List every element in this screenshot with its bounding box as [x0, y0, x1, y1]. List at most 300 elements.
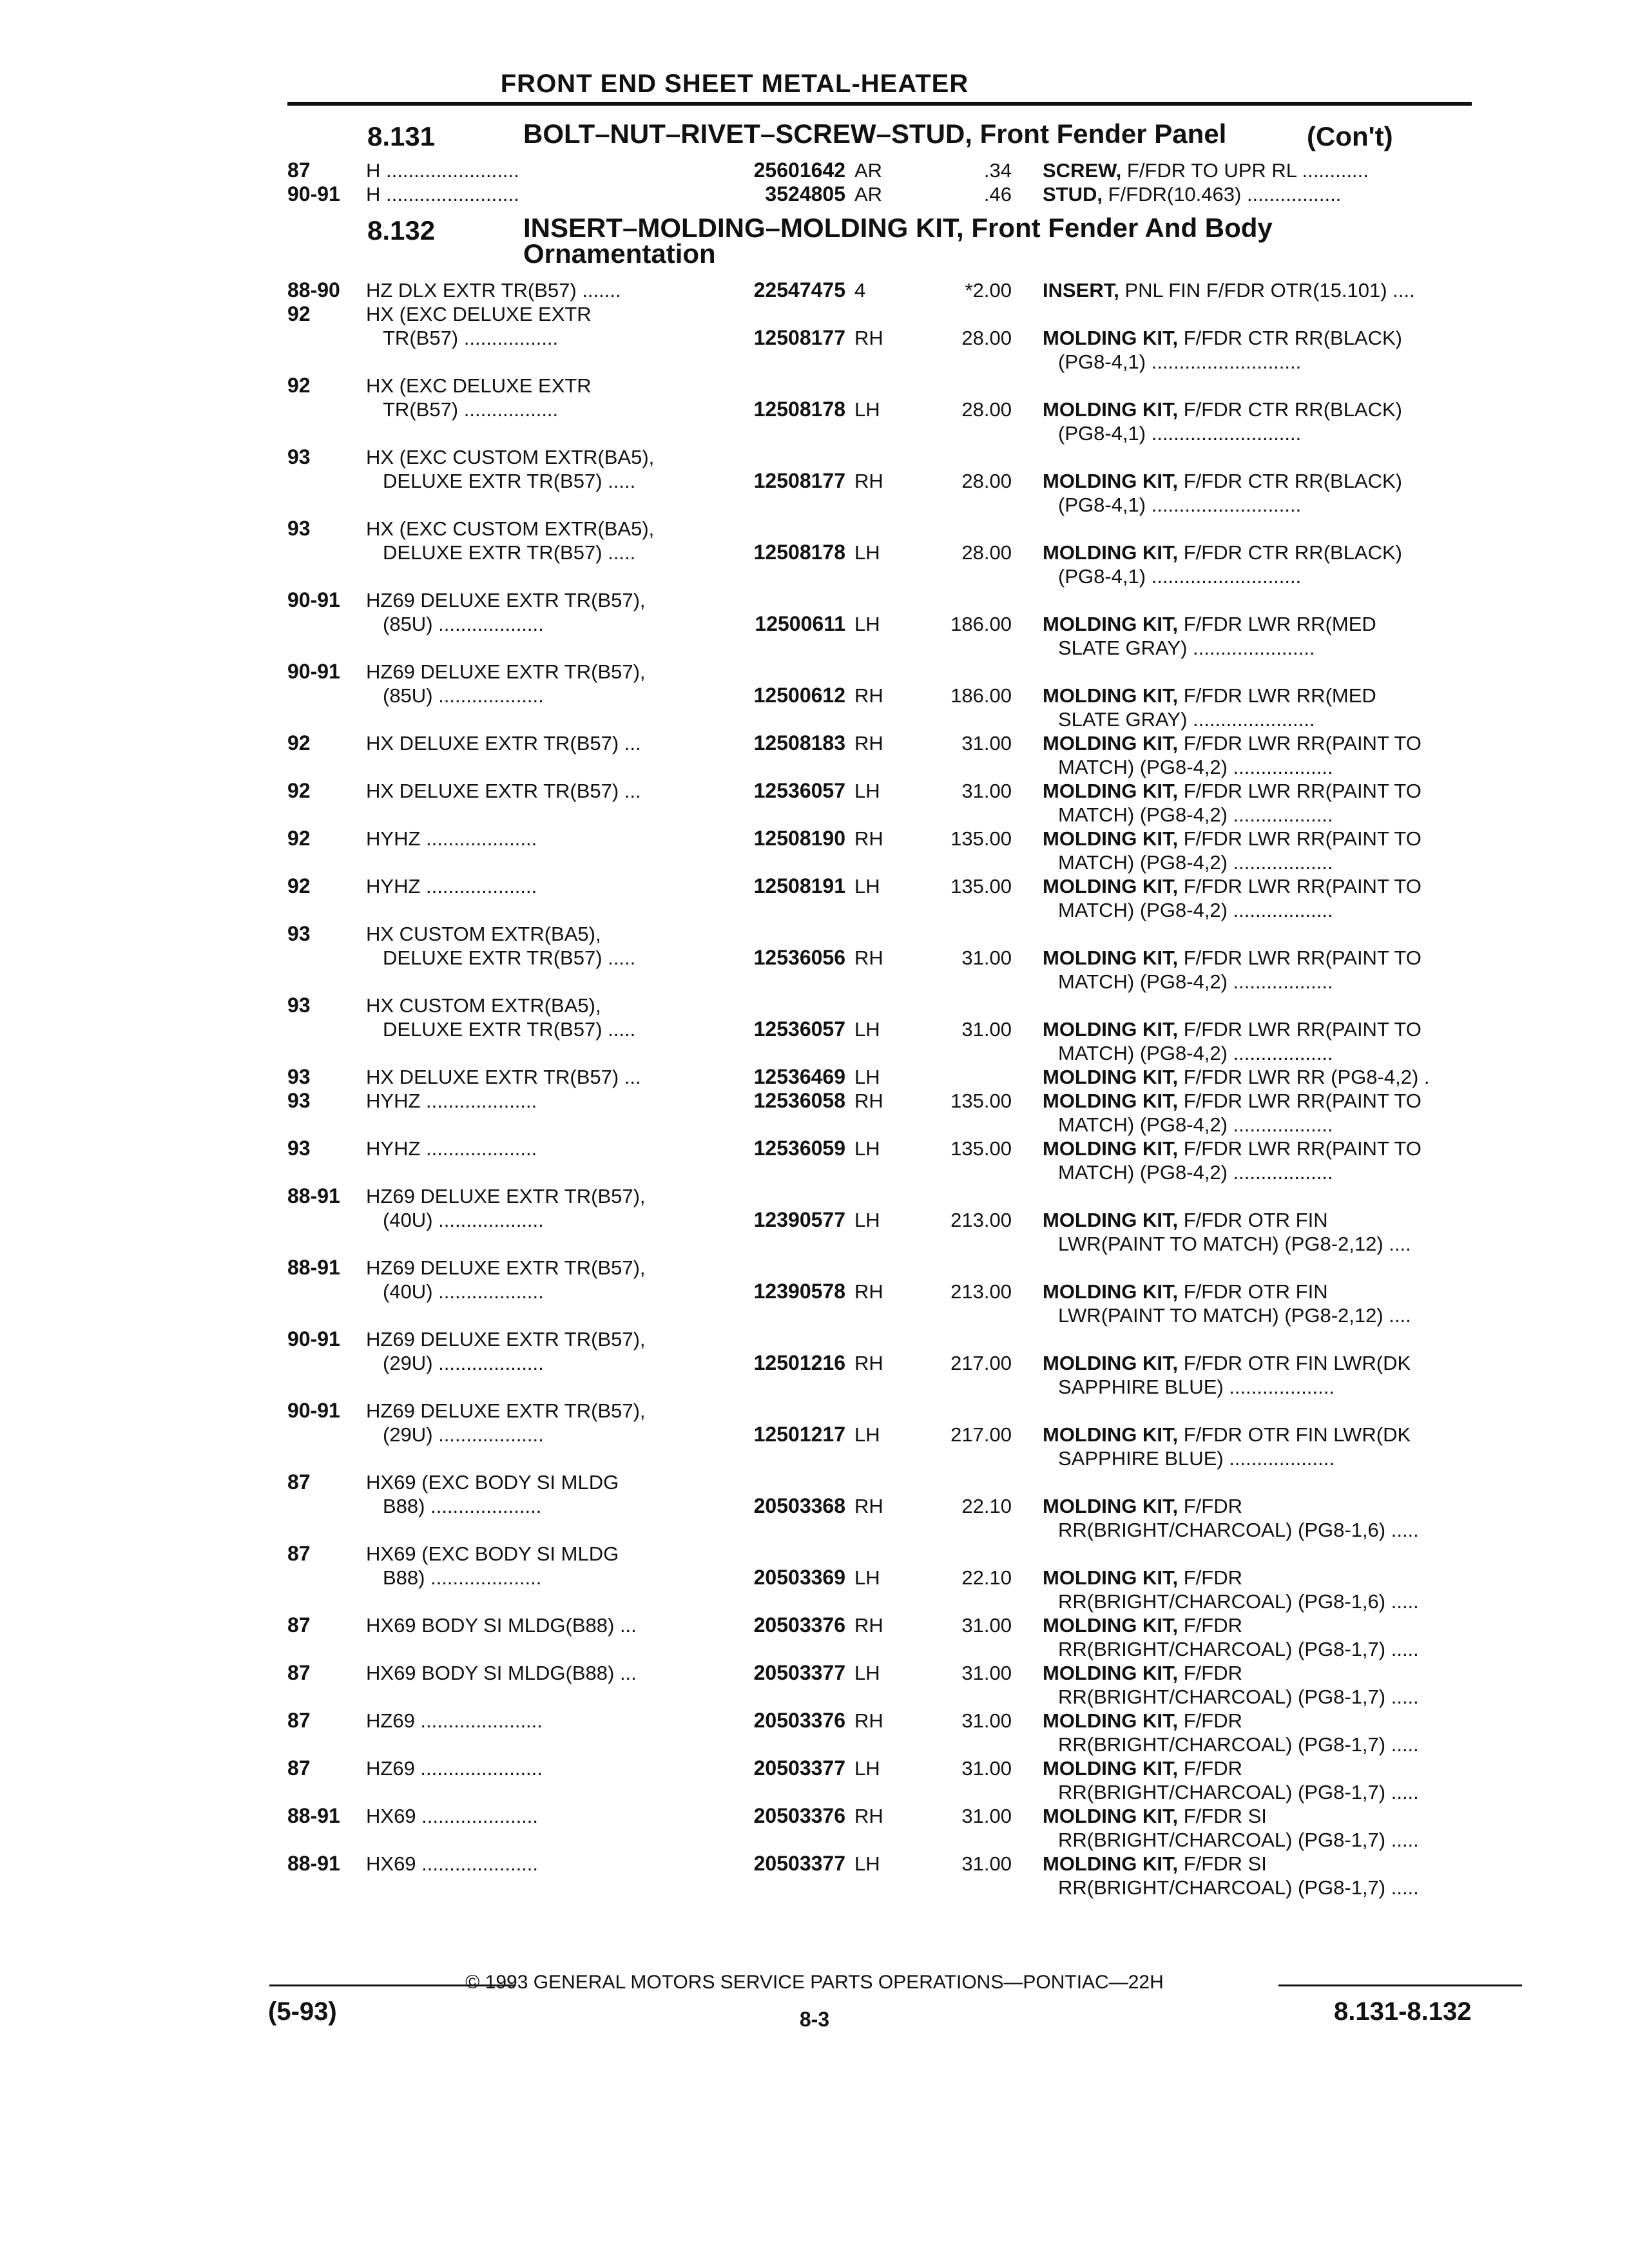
page-title: FRONT END SHEET METAL-HEATER [500, 70, 969, 98]
part-name [1043, 1613, 1507, 1661]
part-name [1043, 1494, 1507, 1542]
quantity: LH [854, 1137, 880, 1160]
usage-description [366, 1852, 714, 1876]
part-name [1043, 398, 1507, 445]
price: 186.00 [950, 613, 1012, 635]
model-year: 92 [287, 302, 311, 325]
usage-line-2: DELUXE EXTR TR(B57) ..... [383, 541, 636, 564]
part-name-line-2: MATCH) (PG8-4,2) .................. [1058, 1042, 1333, 1064]
part-name-line-2: RR(BRIGHT/CHARCOAL) (PG8-1,7) ..... [1058, 1686, 1419, 1708]
section-title-8-131: BOLT–NUT–RIVET–SCREW–STUD, Front Fender Panel [523, 119, 1227, 149]
part-name [1043, 1017, 1507, 1065]
part-name-line-2: SLATE GRAY) ...................... [1058, 708, 1315, 731]
usage-description [366, 159, 714, 182]
part-name-line-2: MATCH) (PG8-4,2) .................. [1058, 899, 1333, 921]
quantity: LH [854, 780, 880, 802]
usage-line-1: HX69 (EXC BODY SI MLDG [366, 1471, 619, 1494]
usage-line-2: DELUXE EXTR TR(B57) ..... [383, 947, 636, 969]
part-name-detail: F/FDR LWR RR(PAINT TO [1178, 1090, 1422, 1112]
part-name-detail: F/FDR [1178, 1614, 1242, 1637]
price: 31.00 [961, 1852, 1012, 1875]
model-year: 90-91 [287, 1399, 340, 1422]
part-number: 12508177 [753, 469, 845, 492]
model-year: 90-91 [287, 1327, 340, 1350]
part-name-keyword: MOLDING KIT, [1043, 947, 1179, 969]
part-name-detail: F/FDR CTR RR(BLACK) [1178, 470, 1402, 492]
usage-line-1: HX (EXC DELUXE EXTR [366, 303, 592, 325]
part-number: 12390577 [753, 1208, 845, 1231]
part-name-detail: F/FDR CTR RR(BLACK) [1178, 398, 1402, 421]
part-name-line-2: RR(BRIGHT/CHARCOAL) (PG8-1,7) ..... [1058, 1829, 1419, 1851]
part-name-line-1 [1043, 827, 1422, 850]
part-name [1043, 182, 1507, 206]
usage-description [366, 1470, 714, 1518]
part-name-line-2: MATCH) (PG8-4,2) .................. [1058, 803, 1333, 826]
usage-line-1: HX69 BODY SI MLDG(B88) ... [366, 1614, 637, 1637]
header-rule [287, 102, 1472, 106]
part-name-keyword: MOLDING KIT, [1043, 327, 1179, 349]
part-name [1043, 1804, 1507, 1852]
usage-line-2: B88) .................... [383, 1566, 542, 1589]
price: *2.00 [965, 279, 1012, 302]
usage-line-2: (29U) ................... [383, 1423, 544, 1446]
part-name-line-2: LWR(PAINT TO MATCH) (PG8-2,12) .... [1058, 1304, 1411, 1327]
part-name-detail: F/FDR LWR RR(PAINT TO [1178, 827, 1422, 850]
price: 22.10 [961, 1495, 1012, 1517]
part-name-line-1 [1043, 947, 1422, 969]
quantity: RH [854, 1090, 883, 1112]
part-number: 12536056 [753, 946, 845, 969]
part-name-line-1 [1043, 780, 1422, 802]
price: 28.00 [961, 541, 1012, 564]
part-name-keyword: MOLDING KIT, [1043, 1566, 1179, 1589]
part-name-line-2: RR(BRIGHT/CHARCOAL) (PG8-1,7) ..... [1058, 1876, 1419, 1899]
quantity: LH [854, 1662, 880, 1684]
part-number: 12500612 [753, 684, 845, 707]
part-name [1043, 612, 1507, 660]
section-title-8-132 [523, 215, 1273, 267]
part-name-line-2: (PG8-4,1) ........................... [1058, 422, 1302, 445]
part-name-keyword: MOLDING KIT, [1043, 1662, 1179, 1684]
part-number: 22547475 [753, 278, 845, 302]
part-name-line-1 [1043, 1614, 1242, 1637]
section-title-line-2: Ornamentation [523, 238, 716, 269]
part-name [1043, 1756, 1507, 1804]
part-name-line-1 [1043, 1852, 1267, 1875]
part-name-detail: F/FDR LWR RR(MED [1178, 613, 1376, 635]
part-name-keyword: STUD, [1043, 183, 1103, 206]
part-number: 20503376 [753, 1804, 845, 1827]
part-number: 3524805 [765, 182, 845, 206]
usage-line-1: HYHZ .................... [366, 1090, 537, 1112]
part-name-line-1 [1043, 1495, 1242, 1517]
usage-description [366, 1089, 714, 1113]
quantity: LH [854, 541, 880, 564]
price: .34 [983, 159, 1012, 182]
usage-line-2: (85U) ................... [383, 684, 544, 707]
usage-line-1: HZ69 ...................... [366, 1709, 543, 1732]
model-year: 90-91 [287, 588, 340, 611]
usage-description [366, 302, 714, 350]
quantity: 4 [854, 279, 866, 302]
usage-line-1: HYHZ .................... [366, 1137, 537, 1160]
part-name-keyword: INSERT, [1043, 279, 1119, 302]
quantity: RH [854, 1495, 883, 1517]
part-number: 12508190 [753, 827, 845, 850]
usage-line-1: HZ69 DELUXE EXTR TR(B57), [366, 1399, 646, 1422]
part-name-keyword: MOLDING KIT, [1043, 732, 1179, 754]
part-name-detail: F/FDR LWR RR(PAINT TO [1178, 732, 1422, 754]
usage-line-2: (40U) ................... [383, 1280, 544, 1303]
price: 213.00 [950, 1209, 1012, 1231]
usage-description [366, 517, 714, 564]
usage-description [366, 827, 714, 850]
price: 31.00 [961, 1709, 1012, 1732]
usage-line-1: HZ69 DELUXE EXTR TR(B57), [366, 1256, 646, 1279]
price: 217.00 [950, 1423, 1012, 1446]
part-number: 20503377 [753, 1756, 845, 1780]
part-name [1043, 1852, 1507, 1899]
part-name-keyword: MOLDING KIT, [1043, 684, 1179, 707]
part-name-keyword: MOLDING KIT, [1043, 1352, 1179, 1374]
part-name-line-1 [1043, 470, 1402, 492]
part-name [1043, 731, 1507, 779]
usage-line-1: HYHZ .................... [366, 875, 537, 898]
model-year: 93 [287, 1089, 311, 1112]
quantity: RH [854, 1614, 883, 1637]
part-name [1043, 1423, 1507, 1470]
part-name-line-1 [1043, 1137, 1422, 1160]
quantity: RH [854, 327, 883, 349]
price: 31.00 [961, 1018, 1012, 1041]
part-name-detail: F/FDR LWR RR(PAINT TO [1178, 780, 1422, 802]
price: 31.00 [961, 1757, 1012, 1780]
usage-line-2: TR(B57) ................. [383, 398, 559, 421]
part-name [1043, 278, 1507, 302]
usage-line-1: HX CUSTOM EXTR(BA5), [366, 994, 601, 1017]
part-name-keyword: MOLDING KIT, [1043, 1709, 1179, 1732]
part-name-detail: F/FDR LWR RR(PAINT TO [1178, 875, 1422, 898]
usage-description [366, 922, 714, 970]
part-name-line-1 [1043, 1805, 1267, 1827]
usage-line-1: HZ69 DELUXE EXTR TR(B57), [366, 589, 646, 611]
part-name-detail: F/FDR(10.463) ................. [1103, 183, 1342, 206]
part-name-detail: F/FDR SI [1178, 1852, 1267, 1875]
part-name-keyword: MOLDING KIT, [1043, 1757, 1179, 1780]
part-name-keyword: MOLDING KIT, [1043, 1018, 1179, 1041]
price: 135.00 [950, 875, 1012, 898]
footer-section-range: 8.131-8.132 [1334, 1997, 1472, 2026]
part-name-keyword: MOLDING KIT, [1043, 1495, 1179, 1517]
price: 135.00 [950, 1137, 1012, 1160]
part-name-detail: F/FDR CTR RR(BLACK) [1178, 327, 1402, 349]
quantity: RH [854, 1805, 883, 1827]
part-number: 12500611 [755, 612, 845, 635]
quantity: LH [854, 1423, 880, 1446]
quantity: LH [854, 1066, 880, 1088]
quantity: RH [854, 1352, 883, 1374]
part-name-detail: F/FDR SI [1178, 1805, 1267, 1827]
model-year: 88-91 [287, 1256, 340, 1279]
part-name-keyword: MOLDING KIT, [1043, 1805, 1179, 1827]
usage-description [366, 278, 714, 302]
part-name [1043, 1280, 1507, 1327]
part-name-line-2: (PG8-4,1) ........................... [1058, 494, 1302, 516]
model-year: 92 [287, 731, 311, 754]
quantity: LH [854, 875, 880, 898]
model-year: 93 [287, 445, 311, 468]
part-name-line-2: (PG8-4,1) ........................... [1058, 351, 1302, 373]
quantity: RH [854, 1280, 883, 1303]
usage-line-2: (40U) ................... [383, 1209, 544, 1231]
usage-line-1: HX69 ..................... [366, 1852, 539, 1875]
part-name-keyword: MOLDING KIT, [1043, 613, 1179, 635]
usage-line-1: HZ69 DELUXE EXTR TR(B57), [366, 1185, 646, 1207]
part-name-line-2: RR(BRIGHT/CHARCOAL) (PG8-1,7) ..... [1058, 1638, 1419, 1660]
model-year: 87 [287, 1613, 311, 1637]
part-name-line-1 [1043, 613, 1376, 635]
model-year: 93 [287, 517, 311, 540]
usage-description [366, 1327, 714, 1375]
usage-line-1: HYHZ .................... [366, 827, 537, 850]
footer-page-number: 8-3 [799, 2008, 830, 2031]
part-name-line-1 [1043, 1709, 1242, 1732]
part-number: 12536059 [753, 1137, 845, 1160]
price: 31.00 [961, 780, 1012, 802]
usage-line-1: HZ DLX EXTR TR(B57) ....... [366, 279, 621, 302]
usage-line-1: HX DELUXE EXTR TR(B57) ... [366, 780, 641, 802]
part-name-line-1 [1043, 183, 1341, 206]
part-name-detail: F/FDR LWR RR(PAINT TO [1178, 1137, 1422, 1160]
part-name-line-2: LWR(PAINT TO MATCH) (PG8-2,12) .... [1058, 1233, 1411, 1255]
usage-line-2: DELUXE EXTR TR(B57) ..... [383, 1018, 636, 1041]
part-name [1043, 1137, 1507, 1184]
quantity: LH [854, 613, 880, 635]
part-name-line-1 [1043, 1209, 1328, 1231]
part-name-line-2: SAPPHIRE BLUE) ................... [1058, 1447, 1335, 1470]
usage-description [366, 1065, 714, 1089]
part-name [1043, 1709, 1507, 1756]
part-name-keyword: MOLDING KIT, [1043, 1614, 1179, 1637]
footer-copyright: © 1993 GENERAL MOTORS SERVICE PARTS OPERATIONS—PONTIAC—22H [465, 1972, 1164, 1993]
model-year: 88-91 [287, 1184, 340, 1207]
price: 31.00 [961, 1805, 1012, 1827]
usage-description [366, 1399, 714, 1446]
part-number: 12501216 [753, 1351, 845, 1374]
part-name-line-2: MATCH) (PG8-4,2) .................. [1058, 1113, 1333, 1136]
part-name [1043, 684, 1507, 731]
part-name-line-1 [1043, 159, 1369, 182]
price: 28.00 [961, 398, 1012, 421]
part-number: 20503376 [753, 1709, 845, 1732]
price: 31.00 [961, 1662, 1012, 1684]
part-name-keyword: MOLDING KIT, [1043, 1066, 1179, 1088]
usage-description [366, 1661, 714, 1685]
usage-line-2: (29U) ................... [383, 1352, 544, 1374]
part-name-detail: F/FDR LWR RR(MED [1178, 684, 1376, 707]
part-name-line-2: (PG8-4,1) ........................... [1058, 565, 1302, 588]
part-name-line-1 [1043, 398, 1402, 421]
part-name-line-1 [1043, 1018, 1422, 1041]
part-name-line-1 [1043, 327, 1402, 349]
part-name-keyword: MOLDING KIT, [1043, 1209, 1179, 1231]
part-number: 20503377 [753, 1852, 845, 1875]
part-name [1043, 326, 1507, 374]
price: 186.00 [950, 684, 1012, 707]
part-name-keyword: MOLDING KIT, [1043, 1423, 1179, 1446]
part-number: 12508178 [753, 398, 845, 421]
usage-description [366, 1613, 714, 1637]
part-name-line-1 [1043, 1423, 1411, 1446]
part-name-line-1 [1043, 279, 1415, 302]
part-name [1043, 1208, 1507, 1256]
part-name-detail: F/FDR [1178, 1566, 1242, 1589]
usage-description [366, 1256, 714, 1303]
usage-line-1: HX (EXC DELUXE EXTR [366, 374, 592, 397]
usage-line-2: DELUXE EXTR TR(B57) ..... [383, 470, 636, 492]
usage-line-2: B88) .................... [383, 1495, 542, 1517]
price: .46 [983, 183, 1012, 206]
usage-description [366, 1542, 714, 1590]
model-year: 92 [287, 874, 311, 898]
part-name-line-2: RR(BRIGHT/CHARCOAL) (PG8-1,7) ..... [1058, 1781, 1419, 1803]
part-name [1043, 469, 1507, 517]
usage-line-1: H ........................ [366, 159, 519, 182]
part-name-keyword: MOLDING KIT, [1043, 398, 1179, 421]
part-name-detail: F/FDR OTR FIN [1178, 1209, 1328, 1231]
usage-description [366, 588, 714, 636]
model-year: 88-91 [287, 1804, 340, 1827]
usage-line-1: HX69 ..................... [366, 1805, 539, 1827]
quantity: LH [854, 1566, 880, 1589]
quantity: RH [854, 470, 883, 492]
model-year: 87 [287, 1756, 311, 1780]
usage-description [366, 445, 714, 493]
part-name-detail: F/FDR OTR FIN LWR(DK [1178, 1423, 1411, 1446]
part-name-line-2: RR(BRIGHT/CHARCOAL) (PG8-1,7) ..... [1058, 1733, 1419, 1756]
usage-description [366, 874, 714, 898]
part-name-line-2: SAPPHIRE BLUE) ................... [1058, 1376, 1335, 1398]
part-name-detail: F/FDR [1178, 1495, 1242, 1517]
part-number: 12501217 [753, 1423, 845, 1446]
usage-description [366, 779, 714, 803]
model-year: 93 [287, 1137, 311, 1160]
quantity: RH [854, 827, 883, 850]
part-name-line-2: MATCH) (PG8-4,2) .................. [1058, 851, 1333, 874]
part-name-detail: PNL FIN F/FDR OTR(15.101) .... [1119, 279, 1415, 302]
part-name-detail: F/FDR [1178, 1757, 1242, 1780]
part-name [1043, 1065, 1507, 1089]
usage-line-1: HZ69 DELUXE EXTR TR(B57), [366, 660, 646, 683]
section-number-8-132: 8.132 [367, 215, 436, 245]
part-name-line-2: MATCH) (PG8-4,2) .................. [1058, 970, 1333, 993]
usage-description [366, 182, 714, 206]
part-number: 12508178 [753, 541, 845, 564]
quantity: LH [854, 1209, 880, 1231]
part-name-keyword: MOLDING KIT, [1043, 541, 1179, 564]
usage-description [366, 1137, 714, 1160]
part-name-detail: F/FDR [1178, 1709, 1242, 1732]
usage-description [366, 731, 714, 755]
quantity: LH [854, 1852, 880, 1875]
part-name [1043, 1661, 1507, 1709]
part-name-line-2: RR(BRIGHT/CHARCOAL) (PG8-1,6) ..... [1058, 1519, 1419, 1541]
footer-date-code: (5-93) [268, 1997, 337, 2026]
quantity: LH [854, 1018, 880, 1041]
part-number: 12536058 [753, 1089, 845, 1112]
model-year: 87 [287, 1709, 311, 1732]
model-year: 90-91 [287, 182, 340, 206]
part-name-line-1 [1043, 1662, 1242, 1684]
part-name-keyword: MOLDING KIT, [1043, 875, 1179, 898]
part-number: 12390578 [753, 1280, 845, 1303]
part-name-keyword: MOLDING KIT, [1043, 1090, 1179, 1112]
quantity: RH [854, 947, 883, 969]
part-number: 12536057 [753, 1017, 845, 1041]
price: 31.00 [961, 732, 1012, 754]
part-name [1043, 779, 1507, 827]
price: 135.00 [950, 1090, 1012, 1112]
part-number: 25601642 [753, 159, 845, 182]
usage-description [366, 1709, 714, 1733]
model-year: 88-90 [287, 278, 340, 302]
model-year: 93 [287, 994, 311, 1017]
usage-description [366, 374, 714, 421]
part-number: 12508183 [753, 731, 845, 754]
part-name-detail: F/FDR [1178, 1662, 1242, 1684]
usage-description [366, 1184, 714, 1232]
usage-line-1: H ........................ [366, 183, 519, 206]
part-name [1043, 541, 1507, 588]
usage-description [366, 994, 714, 1041]
part-number: 20503369 [753, 1566, 845, 1589]
quantity: RH [854, 1709, 883, 1732]
usage-line-1: HZ69 DELUXE EXTR TR(B57), [366, 1328, 646, 1350]
usage-line-1: HX DELUXE EXTR TR(B57) ... [366, 1066, 641, 1088]
part-number: 20503368 [753, 1494, 845, 1517]
usage-line-1: HX CUSTOM EXTR(BA5), [366, 923, 601, 945]
model-year: 90-91 [287, 660, 340, 683]
model-year: 87 [287, 1542, 311, 1565]
part-name-detail: F/FDR LWR RR (PG8-4,2) . [1178, 1066, 1430, 1088]
usage-line-1: HX69 (EXC BODY SI MLDG [366, 1542, 619, 1565]
part-number: 20503377 [753, 1661, 845, 1684]
usage-description [366, 1756, 714, 1780]
price: 22.10 [961, 1566, 1012, 1589]
part-name-detail: F/FDR OTR FIN [1178, 1280, 1328, 1303]
usage-line-1: HX DELUXE EXTR TR(B57) ... [366, 732, 641, 754]
part-name-detail: F/FDR OTR FIN LWR(DK [1178, 1352, 1411, 1374]
part-name-keyword: MOLDING KIT, [1043, 780, 1179, 802]
part-name-line-2: MATCH) (PG8-4,2) .................. [1058, 1161, 1333, 1184]
part-name-line-1 [1043, 684, 1376, 707]
price: 28.00 [961, 470, 1012, 492]
part-name-keyword: SCREW, [1043, 159, 1122, 182]
part-name-line-1 [1043, 1090, 1422, 1112]
part-name-detail: F/FDR TO UPR RL ............ [1121, 159, 1369, 182]
usage-line-1: HX (EXC CUSTOM EXTR(BA5), [366, 517, 655, 540]
usage-line-1: HX (EXC CUSTOM EXTR(BA5), [366, 446, 655, 468]
usage-description [366, 660, 714, 707]
price: 31.00 [961, 947, 1012, 969]
model-year: 87 [287, 1470, 311, 1494]
quantity: AR [854, 159, 883, 182]
part-name [1043, 1351, 1507, 1399]
part-name-line-1 [1043, 1352, 1411, 1374]
usage-description [366, 1804, 714, 1828]
part-number: 20503376 [753, 1613, 845, 1637]
quantity: RH [854, 732, 883, 754]
